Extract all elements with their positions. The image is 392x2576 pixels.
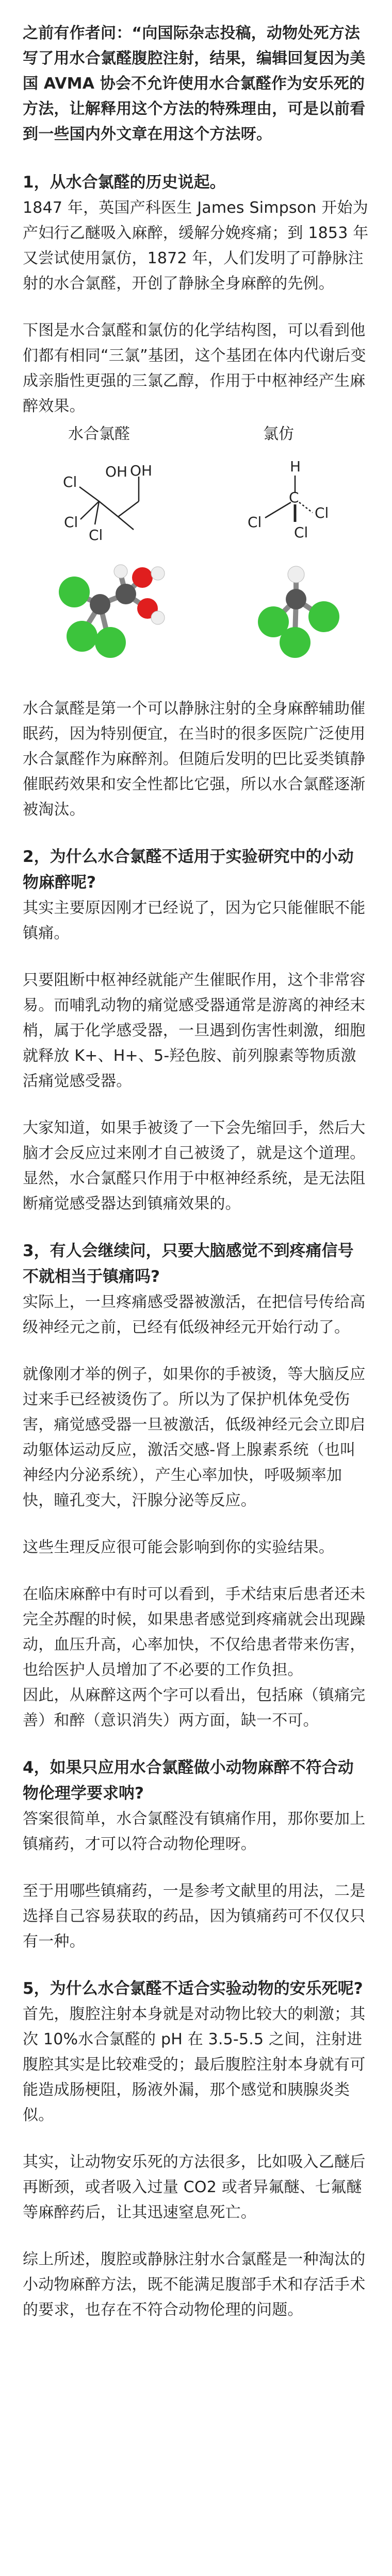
ball-cl-3 [95,627,126,658]
section-5-paragraph-2: 其实，让动物安乐死的方法很多，比如吸入乙醚后再断颈，或者吸入过量 CO2 或者异氟醚、七氟醚等麻醉药后，让其迅速窒息死亡。 [23,2153,366,2222]
atom-oh-2: OH [130,462,153,479]
ball-c-1 [90,594,110,615]
section-1-heading: 1，从水合氯醛的历史说起。 [23,173,226,192]
chloroform-ball-model [258,566,339,658]
structure-drawing [23,445,369,692]
ball-chcl3-cl-3 [280,627,311,658]
atom-cl-a: Cl [248,514,262,531]
section-1-paragraph-2: 下图是水合氯醛和氯仿的化学结构图，可以看到他们都有相同“三氯”基团，这个基团在体内代谢后变成亲脂性更强的三氯乙醇，作用于中枢神经产生麻醉效果。 [23,321,366,415]
section-5-heading: 5，为什么水合氯醛不适合实验动物的安乐死呢? [23,1979,363,1998]
ball-h-1 [114,565,127,578]
atom-cl-2: Cl [64,514,78,531]
ball-o-1 [132,567,153,588]
ball-chcl3-cl-2 [308,601,339,632]
section-2-heading: 2，为什么水合氯醛不适用于实验研究中的小动物麻醉呢? [23,848,354,892]
section-4-paragraph-1: 答案很简单，水合氯醛没有镇痛作用，那你要加上镇痛药，才可以符合动物伦理呀。 [23,1810,366,1853]
atom-h: H [290,458,301,475]
chloral-hydrate-skeletal [79,477,139,530]
atom-cl-1: Cl [63,473,77,490]
section-4-heading: 4，如果只应用水合氯醛做小动物麻醉不符合动物伦理学要求呐? [23,1758,354,1803]
section-3-paragraph-2: 就像刚才举的例子，如果你的手被烫，等大脑反应过来手已经被烫伤了。所以为了保护机体免受伤害，痛觉感受器一旦被激活，低级神经元会立即启动躯体运动反应，激活交感-肾上腺素系统（也叫神经内分泌系统），产生心率加快，呼吸频率加快，瞳孔变大，汗腺分泌等反应。 [23,1365,366,1510]
atom-cl-3: Cl [89,527,103,544]
section-1-paragraph-1: 1847 年，英国产科医生 James Simpson 开始为产妇行乙醚吸入麻醉，缓解分娩疼痛；到 1853 年又尝试使用氯仿，1872 年，人们发明了可静脉注射的水合氯醛，开创了静脉全身麻醉的先例。 [23,199,369,293]
ball-chcl3-h [288,566,304,583]
section-2-paragraph-2: 只要阻断中枢神经就能产生催眠作用，这个非常容易。而哺乳动物的痛觉感受器通常是游离的神经末梢，属于化学感受器，一旦遇到伤害性刺激，细胞就释放 K+、H+、5-羟色胺、前列腺素等物质激活痛觉感受器。 [23,971,366,1090]
atom-cl-b: Cl [315,504,329,521]
section-1-paragraph-3: 水合氯醛是第一个可以静脉注射的全身麻醉辅助催眠药，因为特别便宜，在当时的很多医院广泛使用水合氯醛作为麻醉剂。但随后发明的巴比妥类镇静催眠药效果和安全性都比它强，所以水合氯醛逐渐被淘汰。 [23,700,366,819]
section-3-paragraph-5: 因此，从麻醉这两个字可以看出，包括麻（镇痛完善）和醉（意识消失）两方面，缺一不可。 [23,1686,366,1730]
section-3-heading: 3，有人会继续问，只要大脑感觉不到疼痛信号不就相当于镇痛吗? [23,1242,354,1286]
section-2-paragraph-3: 大家知道，如果手被烫了一下会先缩回手，然后大脑才会反应过来刚才自己被烫了，就是这个道理。显然，水合氯醛只作用于中枢神经系统，是无法阻断痛觉感受器达到镇痛效果的。 [23,1119,366,1213]
chloroform-label: 氯仿 [263,425,294,443]
section-5-paragraph-1: 首先，腹腔注射本身就是对动物比较大的刺激；其次 10%水合氯醛的 pH 在 3.5-5.5 之间，注射进腹腔其实是比较难受的；最后腹腔注射本身就有可能造成肠梗阻，肠液外漏，那个感觉和胰腺炎类似。 [23,2005,366,2124]
ball-h-2 [151,567,165,580]
section-2-paragraph-1: 其实主要原因刚才已经说了，因为它只能催眠不能镇痛。 [23,899,366,942]
atom-cl-c: Cl [294,524,308,541]
ball-c-2 [116,584,136,604]
chloral-hydrate-label: 水合氯醛 [68,425,130,443]
atom-c: C [289,489,299,506]
intro-paragraph: 之前有作者问：“向国际杂志投稿，动物处死方法写了用水合氯醛腹腔注射，结果，编辑回复因为美国 AVMA 协会不允许使用水合氯醛作为安乐死的方法，让解释用这个方法的特殊理由，可是以前看到一些国内外文章在用这个方法呀。 [23,24,366,143]
section-3-paragraph-3: 这些生理反应很可能会影响到你的实验结果。 [23,1538,334,1556]
section-3-paragraph-4: 在临床麻醉中有时可以看到，手术结束后患者还未完全苏醒的时候，如果患者感觉到疼痛就会出现躁动，血压升高，心率加快，不仅给患者带来伤害，也给医护人员增加了不必要的工作负担。 [23,1585,366,1679]
section-4-paragraph-2: 至于用哪些镇痛药，一是参考文献里的用法，二是选择自己容易获取的药品，因为镇痛药可不仅仅只有一种。 [23,1882,366,1951]
atom-oh-1: OH [105,463,128,480]
section-5-paragraph-3: 综上所述，腹腔或静脉注射水合氯醛是一种淘汰的小动物麻醉方法，既不能满足腹部手术和存活手术的要求，也存在不符合动物伦理的问题。 [23,2250,366,2319]
section-3-paragraph-1: 实际上，一旦疼痛感受器被激活，在把信号传给高级神经元之前，已经有低级神经元开始行动了。 [23,1293,366,1336]
ball-cl-1 [59,577,90,607]
ball-cl-2 [67,621,97,652]
chemical-structure-figure [23,424,369,692]
ball-h-3 [151,611,165,624]
chloral-hydrate-ball-model [59,565,165,658]
ball-chcl3-c [286,589,306,609]
